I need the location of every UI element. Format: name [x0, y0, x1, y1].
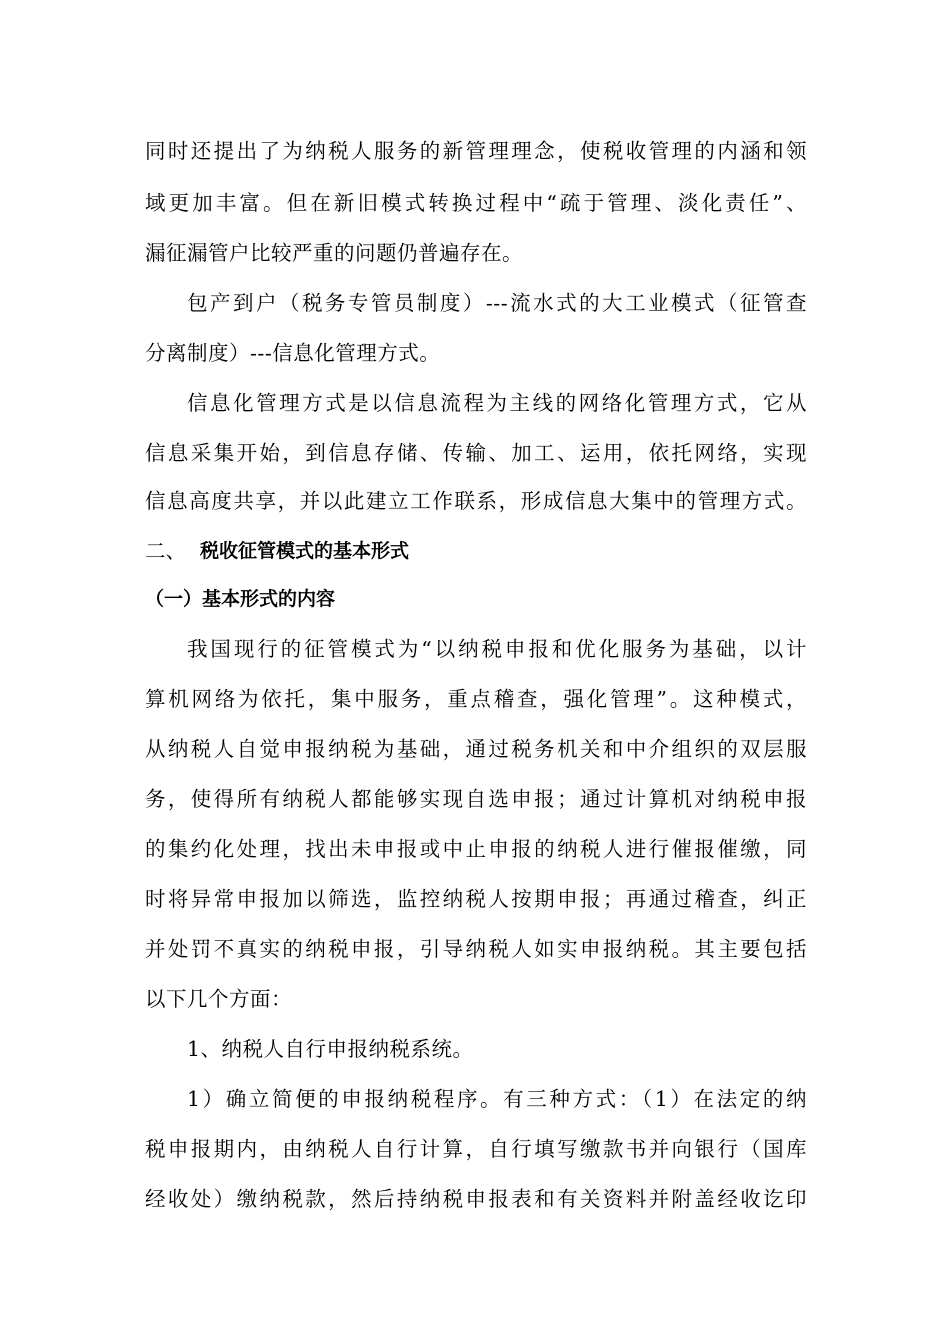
- paragraph-1-line-1: 同时还提出了为纳税人服务的新管理理念，使税收管理的内涵和领: [145, 139, 807, 163]
- paragraph-4-line-7: 并处罚不真实的纳税申报，引导纳税人如实申报纳税。其主要包括: [145, 937, 807, 961]
- paragraph-2-line-2: 分离制度）---信息化管理方式。: [145, 341, 441, 365]
- paragraph-4-line-2: 算机网络为依托，集中服务，重点稽查，强化管理”。这种模式，: [145, 687, 807, 711]
- list-item-1: 1、纳税人自行申报纳税系统。: [187, 1037, 474, 1061]
- paragraph-4-line-4: 务，使得所有纳税人都能够实现自选申报；通过计算机对纳税申报: [145, 787, 807, 811]
- paragraph-5-line-3: 经收处）缴纳税款，然后持纳税申报表和有关资料并附盖经收讫印: [145, 1187, 807, 1211]
- paragraph-4-line-6: 时将异常申报加以筛选，监控纳税人按期申报；再通过稽查，纠正: [145, 887, 807, 911]
- paragraph-3-line-2: 信息采集开始，到信息存储、传输、加工、运用，依托网络，实现: [145, 441, 807, 465]
- paragraph-4-line-3: 从纳税人自觉申报纳税为基础，通过税务机关和中介组织的双层服: [145, 737, 807, 761]
- paragraph-5-line-1: 1）确立简便的申报纳税程序。有三种方式：（1）在法定的纳: [187, 1087, 807, 1111]
- paragraph-4-line-8: 以下几个方面：: [145, 987, 292, 1011]
- paragraph-1-line-2: 域更加丰富。但在新旧模式转换过程中“疏于管理、淡化责任”、: [145, 191, 807, 215]
- paragraph-1-line-3: 漏征漏管户比较严重的问题仍普遍存在。: [145, 241, 523, 265]
- paragraph-5-line-2: 税申报期内，由纳税人自行计算，自行填写缴款书并向银行（国库: [145, 1137, 807, 1161]
- paragraph-4-line-1: 我国现行的征管模式为“以纳税申报和优化服务为基础，以计: [187, 637, 807, 661]
- subsection-heading: （一）基本形式的内容: [145, 588, 336, 610]
- paragraph-3-line-3: 信息高度共享，并以此建立工作联系，形成信息大集中的管理方式。: [145, 489, 807, 513]
- section-heading-title: 税收征管模式的基本形式: [200, 540, 410, 562]
- section-heading-number: 二、: [145, 539, 186, 563]
- paragraph-2-line-1: 包产到户（税务专管员制度）---流水式的大工业模式（征管查: [187, 291, 807, 315]
- paragraph-3-line-1: 信息化管理方式是以信息流程为主线的网络化管理方式，它从: [187, 391, 807, 415]
- paragraph-4-line-5: 的集约化处理，找出未申报或中止申报的纳税人进行催报催缴，同: [145, 837, 807, 861]
